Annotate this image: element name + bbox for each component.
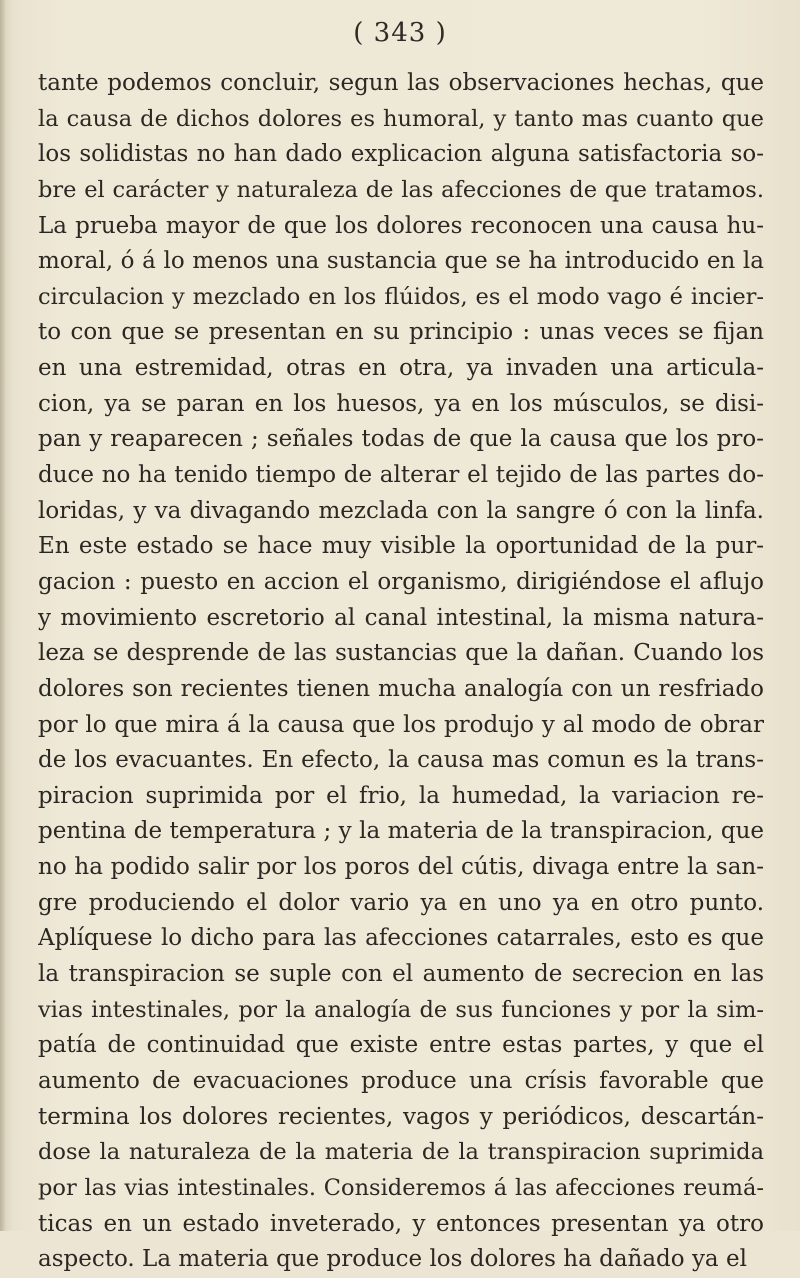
text-line: no ha podido salir por los poros del cútis, divaga entre la san- [38, 854, 764, 881]
text-line: pentina de temperatura ; y la materia de la transpiracion, que [38, 818, 764, 845]
body-text [38, 66, 764, 1278]
text-line: por las vias intestinales. Consideremos á las afecciones reumá- [38, 1174, 764, 1201]
text-line: pan y reaparecen ; señales todas de que la causa que los pro- [38, 426, 764, 453]
text-line: Aplíquese lo dicho para las afecciones catarrales, esto es que [38, 925, 764, 952]
text-line: por lo que mira á la causa que los produjo y al modo de obrar [38, 711, 764, 738]
text-line: cion, ya se paran en los huesos, ya en los músculos, se disi- [38, 390, 764, 417]
text-line: la causa de dichos dolores es humoral, y tanto mas cuanto que [38, 105, 764, 132]
text-line: en una estremidad, otras en otra, ya invaden una articula- [38, 355, 764, 382]
page-gutter-shadow [0, 0, 6, 1231]
text-line: gacion : puesto en accion el organismo, dirigiéndose el aflujo [38, 568, 764, 595]
text-line: moral, ó á lo menos una sustancia que se ha introducido en la [38, 248, 764, 275]
text-line: dose la naturaleza de la materia de la transpiracion suprimida [38, 1139, 764, 1166]
page-number: ( 343 ) [353, 18, 447, 48]
text-line: ticas en un estado inveterado, y entonces presentan ya otro [38, 1210, 764, 1237]
text-line: piracion suprimida por el frio, la humedad, la variacion re- [38, 782, 764, 809]
text-line: tante podemos concluir, segun las observaciones hechas, que [38, 70, 764, 96]
text-line: patía de continuidad que existe entre estas partes, y que el [38, 1032, 764, 1059]
text-line: loridas, y va divagando mezclada con la sangre ó con la linfa. [38, 497, 764, 524]
text-line: aumento de evacuaciones produce una crísis favorable que [38, 1067, 764, 1094]
text-line: En este estado se hace muy visible la oportunidad de la pur- [38, 533, 764, 560]
text-line: termina los dolores recientes, vagos y periódicos, descartán- [38, 1103, 764, 1130]
text-line: la transpiracion se suple con el aumento de secrecion en las [38, 961, 764, 988]
text-line: de los evacuantes. En efecto, la causa mas comun es la trans- [38, 747, 764, 774]
text-line: gre produciendo el dolor vario ya en uno ya en otro punto. [38, 889, 764, 916]
text-line: dolores son recientes tienen mucha analogía con un resfriado [38, 675, 764, 702]
text-line: leza se desprende de las sustancias que la dañan. Cuando los [38, 640, 764, 667]
text-line: vias intestinales, por la analogía de sus funciones y por la sim- [38, 996, 764, 1023]
text-line: circulacion y mezclado en los flúidos, es el modo vago é incier- [38, 283, 764, 310]
text-line: y movimiento escretorio al canal intestinal, la misma natura- [38, 604, 764, 631]
text-line: bre el carácter y naturaleza de las afecciones de que tratamos. [38, 176, 764, 203]
text-line: to con que se presentan en su principio : unas veces se fijan [38, 319, 764, 346]
text-line: aspecto. La materia que produce los dolores ha dañado ya el [38, 1246, 747, 1273]
text-line: La prueba mayor de que los dolores reconocen una causa hu- [38, 212, 764, 239]
text-line: duce no ha tenido tiempo de alterar el tejido de las partes do- [38, 462, 764, 489]
text-line: los solidistas no han dado explicacion alguna satisfactoria so- [38, 141, 764, 168]
